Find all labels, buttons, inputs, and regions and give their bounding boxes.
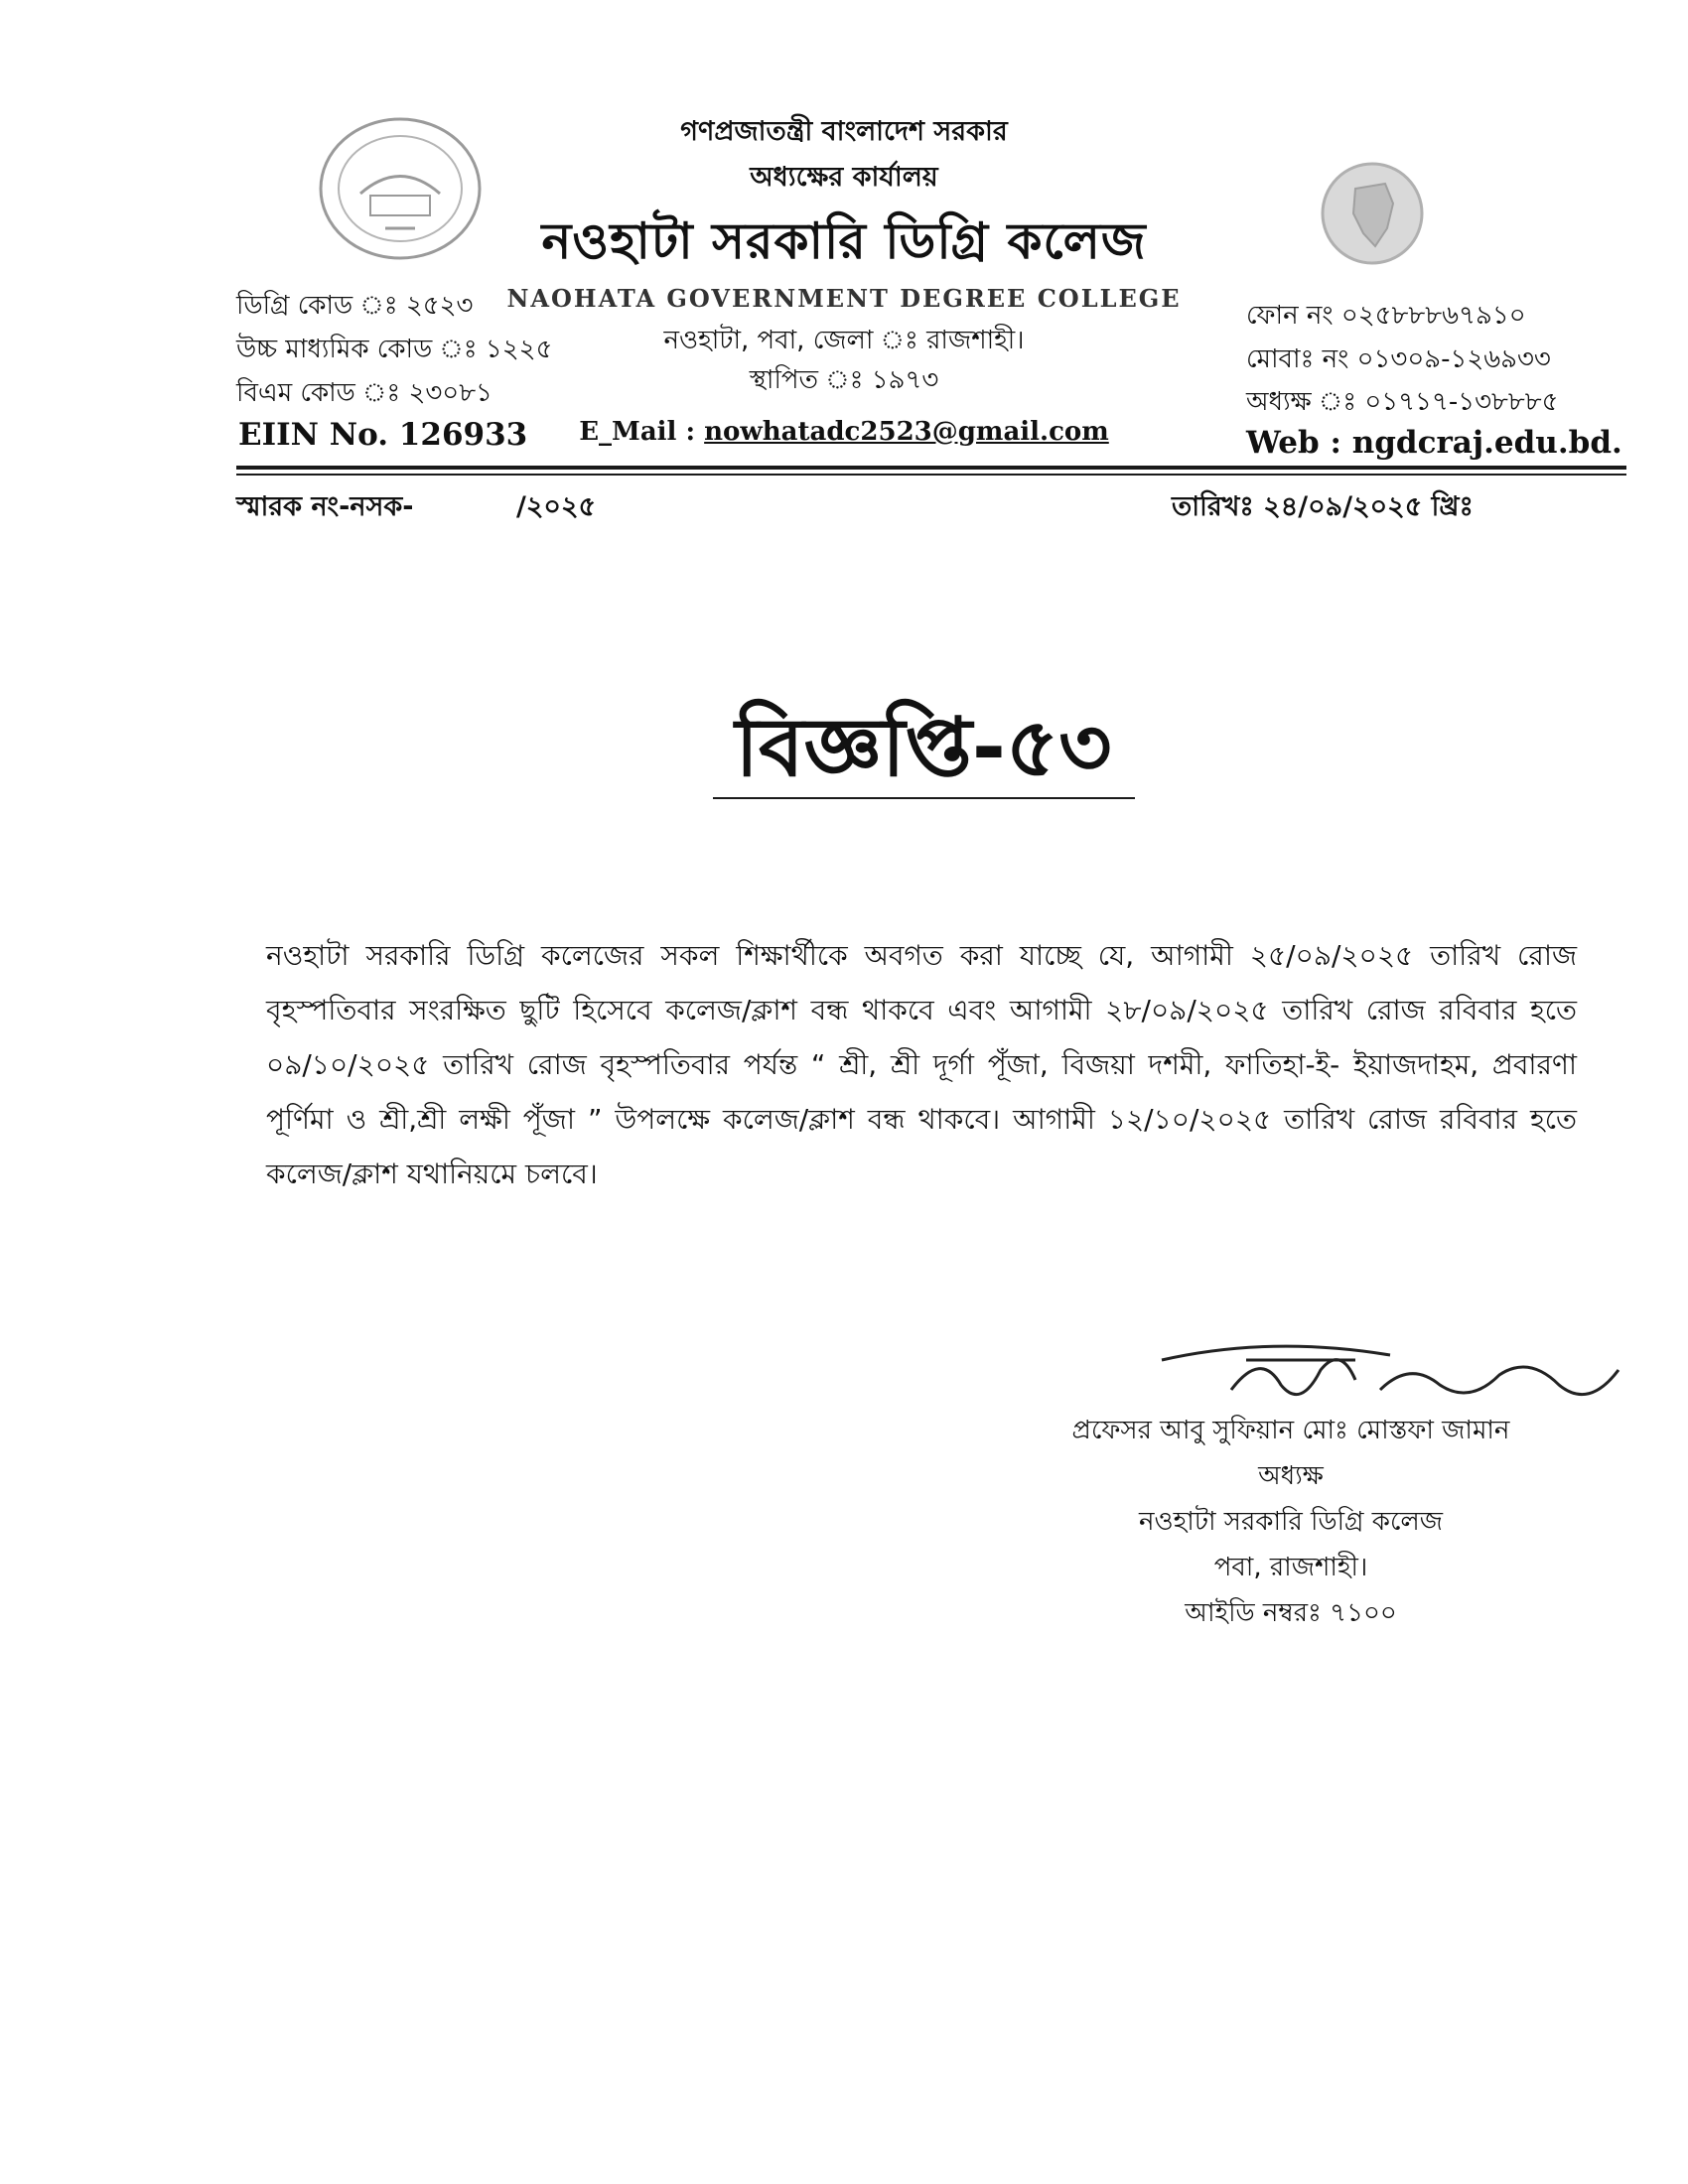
signatory-college: নওহাটা সরকারি ডিগ্রি কলেজ — [1138, 1507, 1444, 1537]
notice-title: বিজ্ঞপ্তি-৫৩ — [735, 701, 1112, 795]
college-seal-logo — [316, 114, 485, 263]
notice-date: তারিখঃ ২৪/০৯/২০২৫ খ্রিঃ — [1172, 491, 1474, 522]
memo-reference-year: /২০২৫ — [516, 491, 597, 522]
title-underline — [713, 797, 1135, 799]
signatory-id: আইডি নম্বরঃ ৭১০০ — [1185, 1598, 1397, 1628]
email-label: E_Mail : — [579, 417, 696, 447]
established-year: স্থাপিত ঃ ১৯৭৩ — [749, 365, 939, 395]
header-divider-thin — [236, 474, 1626, 476]
eiin-number: EIIN No. 126933 — [238, 417, 528, 453]
header-divider-thick — [236, 466, 1626, 470]
mobile-number: মোবাঃ নং ০১৩০৯-১২৬৯৩৩ — [1246, 344, 1551, 374]
college-name-english: NAOHATA GOVERNMENT DEGREE COLLEGE — [506, 284, 1182, 313]
college-name-bangla: নওহাটা সরকারি ডিগ্রি কলেজ — [541, 212, 1147, 270]
signatory-name: প্রফেসর আবু সুফিয়ান মোঃ মোস্তফা জামান — [1071, 1416, 1510, 1445]
college-address: নওহাটা, পবা, জেলা ঃ রাজশাহী। — [663, 326, 1025, 355]
government-name: গণপ্রজাতন্ত্রী বাংলাদেশ সরকার — [680, 116, 1008, 147]
email-link[interactable]: nowhatadc2523@gmail.com — [704, 417, 1109, 447]
hsc-code: উচ্চ মাধ্যমিক কোড ঃ ১২২৫ — [236, 335, 553, 364]
signatory-place: পবা, রাজশাহী। — [1213, 1553, 1368, 1582]
email-line — [496, 417, 1192, 447]
principal-number: অধ্যক্ষ ঃ ০১৭১৭-১৩৮৮৮৫ — [1246, 387, 1559, 417]
notice-body: নওহাটা সরকারি ডিগ্রি কলেজের সকল শিক্ষার্থীকে অবগত করা যাচ্ছে যে, আগামী ২৫/০৯/২০২৫ তারিখ রোজ বৃহস্পতিবার সংরক্ষিত ছুটি হিসেবে কলেজ/ক্লাশ বন্ধ থাকবে এবং আগামী ২৮/০৯/২০২৫ তারিখ রোজ রবিবার হতে ০৯/১০/২০২৫ তারিখ রোজ বৃহস্পতিবার পর্যন্ত “ শ্রী, শ্রী দূর্গা পূঁজা, বিজয়া দশমী, ফাতিহা-ই- ইয়াজদাহম, প্রবারণা পূর্ণিমা ও শ্রী,শ্রী লক্ষী পূঁজা ” উপলক্ষে কলেজ/ক্লাশ বন্ধ থাকবে। আগামী ১২/১০/২০২৫ তারিখ রোজ রবিবার হতে কলেজ/ক্লাশ যথানিয়মে চলবে। — [266, 939, 1577, 1190]
bangladesh-map-emblem-logo — [1316, 159, 1430, 268]
website-link[interactable]: Web : ngdcraj.edu.bd. — [1246, 425, 1622, 461]
signatory-designation: অধ্যক্ষ — [1258, 1461, 1324, 1491]
phone-number: ফোন নং ০২৫৮৮৮৬৭৯১০ — [1246, 301, 1526, 331]
degree-code: ডিগ্রি কোড ঃ ২৫২৩ — [236, 291, 474, 321]
bm-code: বিএম কোড ঃ ২৩০৮১ — [236, 378, 492, 408]
memo-reference: স্মারক নং-নসক- — [236, 491, 414, 522]
office-name: অধ্যক্ষের কার্যালয় — [750, 162, 938, 193]
